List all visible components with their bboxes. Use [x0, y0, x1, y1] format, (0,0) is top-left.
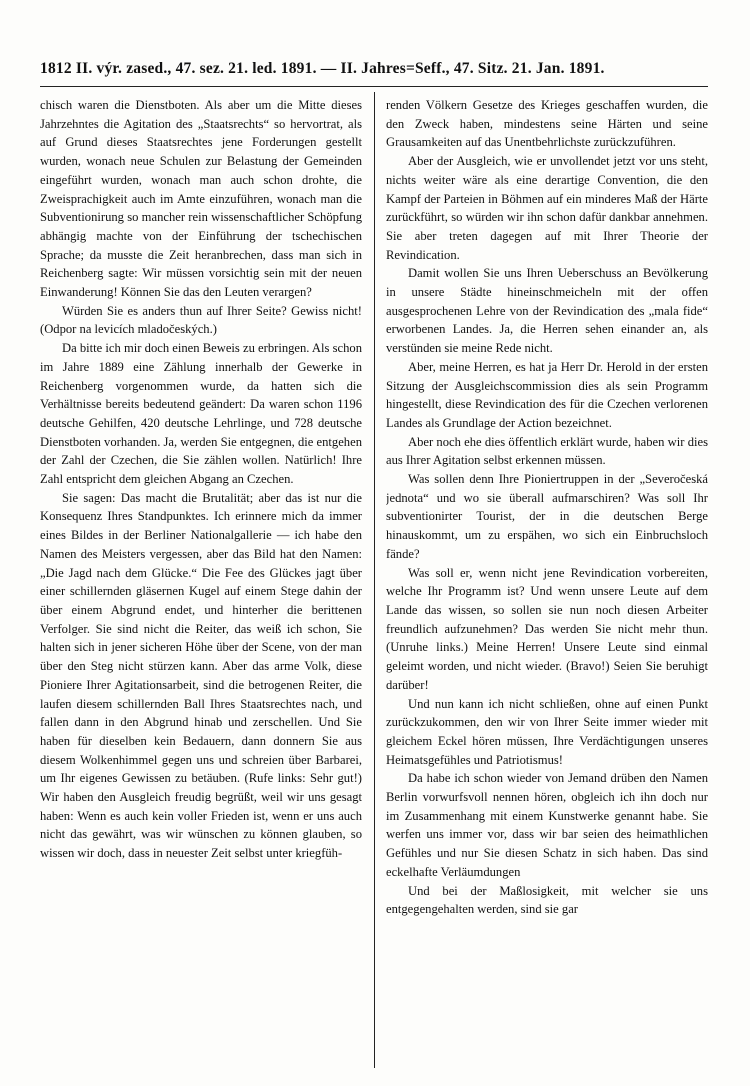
paragraph: Würden Sie es anders thun auf Ihrer Seite? Gewiss nicht! (Odpor na levicích mladočeských.) [40, 303, 362, 337]
paragraph: Und nun kann ich nicht schließen, ohne auf einen Punkt zurückzukommen, den wir von Ihrer Seite immer wieder mit gleichem Eckel hören müssen, Ihre Verdächtigungen unseres Heimatsgefühles und Patriotismus! [386, 696, 708, 767]
paragraph: Da habe ich schon wieder von Jemand drüben den Namen Berlin vorwurfsvoll nennen hören, obgleich ich ihn doch nur im Zusammenhang mit einem Kunstwerke genannt habe. Sie werfen uns immer vor, dass wir bar seien des heimathlichen Gefühles und nur Sie diesen Schatz in sich haben. Das sind eckelhafte Verläumdungen [386, 771, 708, 879]
header-rule [40, 86, 708, 87]
left-column [40, 96, 362, 1071]
paragraph: Damit wollen Sie uns Ihren Ueberschuss an Bevölkerung in unsere Städte hineinschmeicheln mit der offen ausgesprochenen Lehre von der Revindication des „mala fide“ erworbenen Landes. Ja, die Herren sehen einander an, als verstünden sie meine Rede nicht. [386, 266, 708, 356]
paragraph: Aber, meine Herren, es hat ja Herr Dr. Herold in der ersten Sitzung der Ausgleichscommission dies als sein Programm hingestellt, diese Revindication des für die Czechen verlorenen Landes als Grundlage der Action bezeichnet. [386, 359, 708, 430]
paragraph: Sie sagen: Das macht die Brutalität; aber das ist nur die Konsequenz Ihres Standpunktes. Ich erinnere mich da immer eines Bildes in der Berliner Nationalgallerie — ich habe den Namen des Meisters vergessen, aber das Bild hat den Namen: „Die Jagd nach dem Glücke.“ Die Fee des Glückes jagt über einer schillernden gläsernen Kugel auf einem Stege dahin der über einem Abgrund endet, und hinterher die berittenen Verfolger. Sie sind nicht die Reiter, das weiß ich schon, Sie halten sich in jener sicheren Höhe über der Scene, von der man über den Steg nicht stürzen kann. Aber das arme Volk, diese Pioniere Ihrer Agitationsarbeit, sind die betrogenen Reiter, die laufen diesem schillernden Ball Ihres Staatsrechtes nach, und fallen dann in den Abgrund hinab und zerschellen. Und Sie haben für dieselben kein Bedauern, dann donnern Sie aus diesem Wolkenhimmel gegen uns und schreien über Barbarei, um Ihr eigenes Gewissen zu betäuben. (Rufe links: Sehr gut!) Wir haben den Ausgleich freudig begrüßt, weil wir uns gesagt haben: Wenn es auch kein voller Frieden ist, wenn er uns auch nicht das gewährt, was wir wünschen zu können glauben, so wissen wir doch, dass in neuester Zeit selbst unter kriegfüh- [40, 490, 362, 861]
column-divider [374, 92, 375, 1068]
paragraph: Was soll er, wenn nicht jene Revindication vorbereiten, welche Ihr Programm ist? Und wenn unsere Leute auf dem Lande das wissen, so sollen sie nun noch diesen Arbeiter freundlich aufzunehmen? Das werden Sie nicht mehr thun. (Unruhe links.) Meine Herren! Unsere Leute sind einmal geleimt worden, und nicht wieder. (Bravo!) Seien Sie beruhigt darüber! [386, 565, 708, 692]
page-header: 1812 II. výr. zased., 47. sez. 21. led. 1891. — II. Jahres=Seff., 47. Sitz. 21. Jan. 1891. [40, 60, 605, 77]
paragraph: Was sollen denn Ihre Pioniertruppen in der „Severočeská jednota“ und wo sie überall aufmarschiren? Was soll Ihr subventionirter Tourist, der in die deutschen Berge hinauskommt, um zu erspähen, wo sich ein Einbruchsloch fände? [386, 472, 708, 561]
paragraph: renden Völkern Gesetze des Krieges geschaffen wurden, die den Zweck haben, mindestens seine Härten und seine Grausamkeiten auf das Unentbehrlichste zurückzuführen. [386, 98, 708, 150]
paragraph: Aber der Ausgleich, wie er unvollendet jetzt vor uns steht, nichts weiter wäre als eine derartige Convention, die den Kampf der Parteien in Böhmen auf ein minderes Maß der Härte zurückführt, so würden wir ihn schon dafür dankbar annehmen. Sie aber treten dagegen auf mit Ihrer Theorie der Revindication. [386, 154, 708, 262]
paragraph: Da bitte ich mir doch einen Beweis zu erbringen. Als schon im Jahre 1889 eine Zählung innerhalb der Gewerke in Reichenberg vorgenommen wurde, da hatten sich die Verhältnisse bereits bedeutend geändert: Da waren schon 1196 deutsche Gehilfen, 420 deutsche Lehrlinge, und 728 deutsche Dienstboten vorhanden. Ja, werden Sie entgegnen, die entgehen der Zahl der Czechen, die Sie zählen wollen. Natürlich! Ihre Zahl entspricht dem gleichen Abgang an Czechen. [40, 341, 362, 487]
paragraph: Aber noch ehe dies öffentlich erklärt wurde, haben wir dies aus Ihrer Agitation selbst erkennen müssen. [386, 434, 708, 468]
paragraph: Und bei der Maßlosigkeit, mit welcher sie uns entgegengehalten werden, sind sie gar [386, 883, 708, 917]
paragraph: chisch waren die Dienstboten. Als aber um die Mitte dieses Jahrzehntes die Agitation des „Staatsrechts“ so hervortrat, als auf Grund dieses Staatsrechtes jene Forderungen gestellt wurden, wonach neue Schulen zur Belastung der Gemeinden eingeführt wurden, wonach man auch schon drohte, die Zweisprachigkeit auch im Amte einzuführen, wonach man die Subventionirung so mancher rein wissenschaftlicher Schöpfung abhängig machte von der Einführung der tschechischen Sprache; da musste die Zeit heranbrechen, dass man sich in Reichenberg sagte: Wir müssen vorsichtig sein mit der neuen Einwanderung! Können Sie das den Leuten verargen? [40, 98, 362, 300]
right-column [386, 96, 708, 1071]
